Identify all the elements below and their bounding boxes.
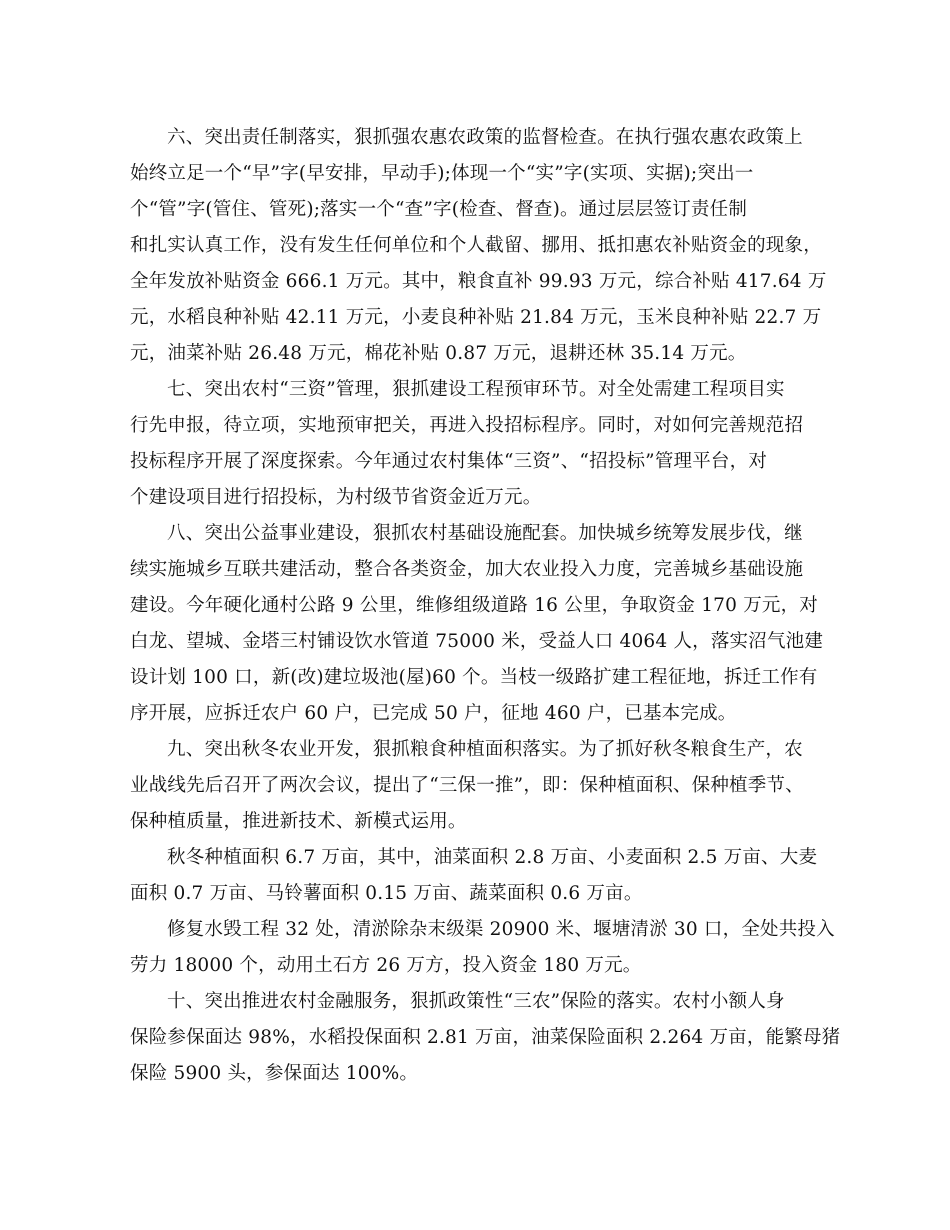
document-body <box>130 120 841 1092</box>
text-line: 修复水毁工程 32 处，清淤除杂末级渠 20900 米、堰塘清淤 30 口，全处共投入 <box>167 919 835 940</box>
text-line: 八、突出公益事业建设，狠抓农村基础设施配套。加快城乡统筹发展步伐，继 <box>167 523 803 544</box>
text-line: 六、突出责任制落实，狠抓强农惠农政策的监督检查。在执行强农惠农政策上 <box>167 127 803 148</box>
text-line: 九、突出秋冬农业开发，狠抓粮食种植面积落实。为了抓好秋冬粮食生产，农 <box>167 739 803 760</box>
paragraph-ten <box>130 984 841 1092</box>
text-line: 保险参保面达 98%，水稻投保面积 2.81 万亩，油菜保险面积 2.264 万亩，能繁母猪 <box>130 1027 841 1048</box>
text-line: 设计划 100 口，新(改)建垃圾池(屋)60 个。当枝一级路扩建工程征地，拆迁工作有 <box>130 667 818 688</box>
text-line: 七、突出农村“三资”管理，狠抓建设工程预审环节。对全处需建工程项目实 <box>167 379 785 400</box>
text-line: 保种植质量，推进新技术、新模式运用。 <box>130 811 467 832</box>
text-line: 始终立足一个“早”字(早安排，早动手);体现一个“实”字(实项、实据);突出一 <box>130 163 754 184</box>
text-line: 秋冬种植面积 6.7 万亩，其中，油菜面积 2.8 万亩、小麦面积 2.5 万亩、大麦 <box>167 847 818 868</box>
paragraph-seven <box>130 372 824 516</box>
text-line: 序开展，应拆迁农户 60 户，已完成 50 户，征地 460 户，已基本完成。 <box>130 703 737 724</box>
paragraph-eight <box>130 516 824 732</box>
text-line: 元，水稻良种补贴 42.11 万元，小麦良种补贴 21.84 万元，玉米良种补贴 22.7 万 <box>130 307 822 328</box>
paragraph-water-repair <box>130 912 835 984</box>
text-line: 行先申报，待立项，实地预审把关，再进入投招标程序。同时，对如何完善规范招 <box>130 415 804 436</box>
paragraph-six <box>130 120 827 372</box>
text-line: 建设。今年硬化通村公路 9 公里，维修组级道路 16 公里，争取资金 170 万元，对 <box>130 595 819 616</box>
text-line: 投标程序开展了深度探索。今年通过农村集体“三资”、“招投标”管理平台，对 <box>130 451 768 472</box>
text-line: 个“管”字(管住、管死);落实一个“查”字(检查、督查)。通过层层签订责任制 <box>130 199 748 220</box>
text-line: 保险 5900 头，参保面达 100%。 <box>130 1063 419 1084</box>
text-line: 白龙、望城、金塔三村铺设饮水管道 75000 米，受益人口 4064 人，落实沼气池建 <box>130 631 824 652</box>
text-line: 和扎实认真工作，没有发生任何单位和个人截留、挪用、抵扣惠农补贴资金的现象， <box>130 235 822 256</box>
text-line: 续实施城乡互联共建活动，整合各类资金，加大农业投入力度，完善城乡基础设施 <box>130 559 804 580</box>
text-line: 业战线先后召开了两次会议，提出了“三保一推”，即：保种植面积、保种植季节、 <box>130 775 804 796</box>
paragraph-planting-area <box>130 840 824 912</box>
text-line: 劳力 18000 个，动用土石方 26 万方，投入资金 180 万元。 <box>130 955 642 976</box>
paragraph-nine <box>130 732 824 840</box>
text-line: 全年发放补贴资金 666.1 万元。其中，粮食直补 99.93 万元，综合补贴 417.64 万 <box>130 271 827 292</box>
text-line: 元，油菜补贴 26.48 万元，棉花补贴 0.87 万元，退耕还林 35.14 万元。 <box>130 343 747 364</box>
text-line: 十、突出推进农村金融服务，狠抓政策性“三农”保险的落实。农村小额人身 <box>167 991 785 1012</box>
text-line: 面积 0.7 万亩、马铃薯面积 0.15 万亩、蔬菜面积 0.6 万亩。 <box>130 883 643 904</box>
text-line: 个建设项目进行招投标，为村级节省资金近万元。 <box>130 487 542 508</box>
